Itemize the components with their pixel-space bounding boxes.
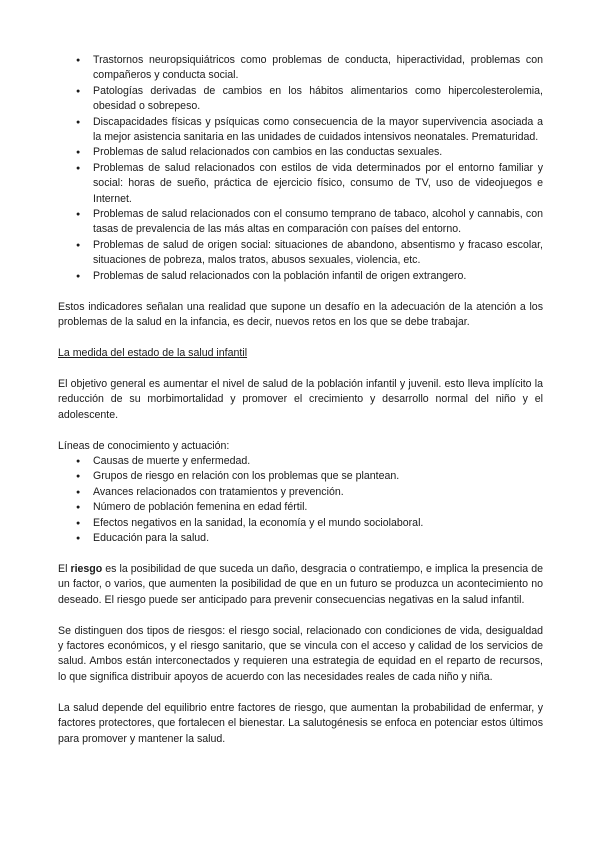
list-item: ● Número de población femenina en edad fértil. [93, 500, 543, 515]
indicators-paragraph: Estos indicadores señalan una realidad que supone un desafío en la adecuación de la atención a los problemas de la salud en la infancia, es decir, nuevos retos en los que se debe trabajar. [58, 300, 543, 328]
list-item: ● Problemas de salud relacionados con estilos de vida determinados por el entorno familiar y social: horas de sueño, práctica de ejercicio físico, consumo de TV, uso de videojuegos e Internet. [93, 161, 543, 207]
action-lines-list [58, 454, 543, 546]
risk-paragraph [58, 562, 543, 608]
risk-post: es la posibilidad de que suceda un daño, desgracia o contratiempo, e implica la presencia de un factor, o varios, que aumenten la posibilidad de que en un futuro se produzca un acontecimiento no deseado. El riesgo puede ser anticipado para prevenir consecuencias negativas en la salud infantil. [58, 562, 543, 606]
list-item: ● Problemas de salud relacionados con el consumo temprano de tabaco, alcohol y cannabis, con tasas de prevalencia de las más altas en comparación con países del entorno. [93, 207, 543, 238]
balance-paragraph: La salud depende del equilibrio entre factores de riesgo, que aumentan la probabilidad de enfermar, y factores protectores, que fortalecen el bienestar. La salutogénesis se enfoca en potenciar estos últimos para promover y mantener la salud. [58, 701, 543, 745]
list-item: ● Problemas de salud relacionados con la población infantil de origen extrangero. [93, 269, 543, 284]
document-page [58, 53, 543, 747]
list-item: ● Patologías derivadas de cambios en los hábitos alimentarios como hipercolesterolemia, obesidad o sobrepeso. [93, 84, 543, 115]
list-item: ● Trastornos neuropsiquiátricos como problemas de conducta, hiperactividad, problemas con compañeros y conducta social. [93, 53, 543, 84]
list-item: ● Problemas de salud de origen social: situaciones de abandono, absentismo y fracaso escolar, situaciones de pobreza, malos tratos, abusos sexuales, violencia, etc. [93, 238, 543, 269]
list-item: ● Discapacidades físicas y psíquicas como consecuencia de la mayor supervivencia asociada a la mejor asistencia sanitaria en las unidades de cuidados intensivos neonatales. Prematuridad. [93, 115, 543, 146]
list-item: ● Avances relacionados con tratamientos y prevención. [93, 485, 543, 500]
lines-intro: Líneas de conocimiento y actuación: [58, 439, 230, 452]
list-item: ● Efectos negativos en la sanidad, la economía y el mundo sociolaboral. [93, 516, 543, 531]
list-item: ● Grupos de riesgo en relación con los problemas que se plantean. [93, 469, 543, 484]
list-item: ● Causas de muerte y enfermedad. [93, 454, 543, 469]
objective-paragraph: El objetivo general es aumentar el nivel de salud de la población infantil y juvenil. esto lleva implícito la reducción de su morbimortalidad y promover el crecimiento y desarrollo normal del niño y el adolescente. [58, 377, 543, 421]
list-item: ● Educación para la salud. [93, 531, 543, 546]
health-problems-list [58, 53, 543, 284]
risk-types-paragraph: Se distinguen dos tipos de riesgos: el riesgo social, relacionado con condiciones de vida, desigualdad y factores económicos, y el riesgo sanitario, que se vincula con el acceso y calidad de los servicios de salud. Ambos están interconectados y requieren una estrategia de equidad en el reparto de recursos, lo que significa distribuir apoyos de acuerdo con las necesidades reales de cada niño y niña. [58, 624, 543, 683]
risk-term: riesgo [70, 562, 103, 575]
risk-pre: El [58, 562, 71, 575]
section-heading: La medida del estado de la salud infantil [58, 346, 248, 359]
list-item: ● Problemas de salud relacionados con cambios en las conductas sexuales. [93, 145, 543, 160]
